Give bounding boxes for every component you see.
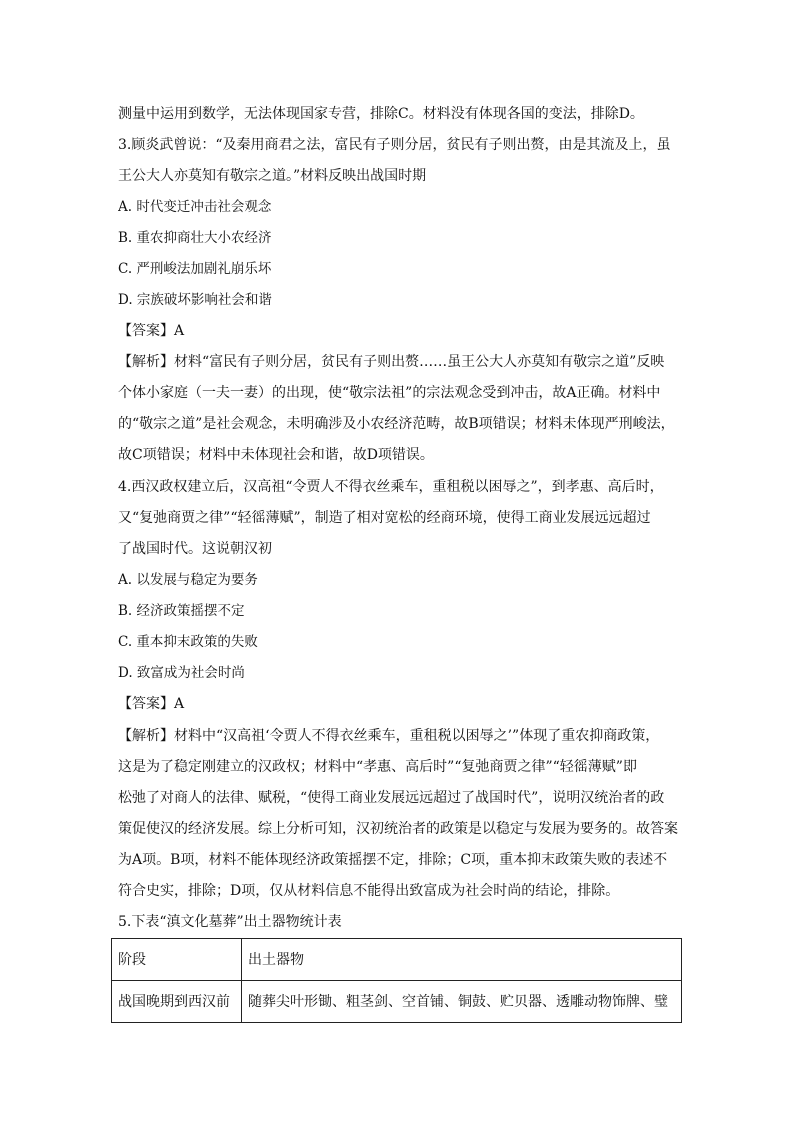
question-3-option-b: B. 重农抑商壮大小农经济 bbox=[118, 230, 272, 246]
question-3-option-d: D. 宗族破坏影响社会和谐 bbox=[118, 292, 272, 308]
question-3-analysis: 故C项错误；材料中未体现社会和谐，故D项错误。 bbox=[118, 447, 434, 463]
question-4-analysis: 这是为了稳定刚建立的汉政权；材料中“孝惠、高后时”“复弛商贾之律”“轻徭薄赋”即 bbox=[118, 759, 637, 775]
question-4-analysis: 【解析】材料中“汉高祖‘令贾人不得衣丝乘车，重租税以困辱之’”体现了重农抑商政策， bbox=[118, 728, 660, 744]
question-3-answer: 【答案】A bbox=[118, 323, 185, 339]
question-4-stem: 了战国时代。这说朝汉初 bbox=[118, 541, 272, 557]
question-3-option-c: C. 严刑峻法加剧礼崩乐坏 bbox=[118, 261, 272, 277]
table-cell: 战国晚期到西汉前 bbox=[112, 981, 242, 1023]
question-3-analysis: 的“敬宗之道”是社会观念，未明确涉及小农经济范畴，故B项错误；材料未体现严刑峻法， bbox=[118, 416, 675, 432]
text-line: 测量中运用到数学，无法体现国家专营，排除C。材料没有体现各国的变法，排除D。 bbox=[118, 106, 644, 122]
table-header-cell: 出土器物 bbox=[242, 939, 682, 981]
question-4-option-a: A. 以发展与稳定为要务 bbox=[118, 572, 258, 588]
question-4-option-c: C. 重本抑末政策的失败 bbox=[118, 634, 258, 650]
question-4-stem: 4.西汉政权建立后，汉高祖“令贾人不得衣丝乘车，重租税以困辱之”，到孝惠、高后时， bbox=[118, 479, 664, 495]
question-4-option-b: B. 经济政策摇摆不定 bbox=[118, 603, 245, 619]
question-5-stem: 5.下表“滇文化墓葬”出土器物统计表 bbox=[118, 914, 342, 930]
question-4-stem: 又“复弛商贾之律”“轻徭薄赋”，制造了相对宽松的经商环境，使得工商业发展远远超过 bbox=[118, 510, 651, 526]
question-4-option-d: D. 致富成为社会时尚 bbox=[118, 665, 245, 681]
question-3-analysis: 【解析】材料“富民有子则分居，贫民有子则出赘……虽王公大人亦莫知有敬宗之道”反映 bbox=[118, 354, 665, 370]
table-cell: 随葬尖叶形锄、粗茎剑、空首铺、铜鼓、贮贝器、透雕动物饰牌、璧 bbox=[242, 981, 682, 1023]
question-4-analysis: 符合史实，排除；D项，仅从材料信息不能得出致富成为社会时尚的结论，排除。 bbox=[118, 883, 620, 899]
question-4-answer: 【答案】A bbox=[118, 696, 185, 712]
table-header-row bbox=[112, 939, 682, 981]
question-4-analysis: 松弛了对商人的法律、赋税，“使得工商业发展远远超过了战国时代”，说明汉统治者的政 bbox=[118, 790, 665, 806]
artifact-table bbox=[111, 938, 682, 1023]
question-3-analysis: 个体小家庭（一夫一妻）的出现，使“敬宗法祖”的宗法观念受到冲击，故A正确。材料中 bbox=[118, 385, 661, 401]
question-3-stem: 3.顾炎武曾说：“及秦用商君之法，富民有子则分居，贫民有子则出赘，由是其流及上，虽 bbox=[118, 137, 671, 153]
question-4-analysis: 策促使汉的经济发展。综上分析可知，汉初统治者的政策是以稳定与发展为要务的。故答案 bbox=[118, 821, 678, 837]
table-header-cell: 阶段 bbox=[112, 939, 242, 981]
question-4-analysis: 为A项。B项，材料不能体现经济政策摇摆不定，排除；C项，重本抑末政策失败的表述不 bbox=[118, 852, 668, 868]
question-3-option-a: A. 时代变迁冲击社会观念 bbox=[118, 199, 272, 215]
table-row bbox=[112, 981, 682, 1023]
question-3-stem: 王公大人亦莫知有敬宗之道。”材料反映出战国时期 bbox=[118, 168, 427, 184]
